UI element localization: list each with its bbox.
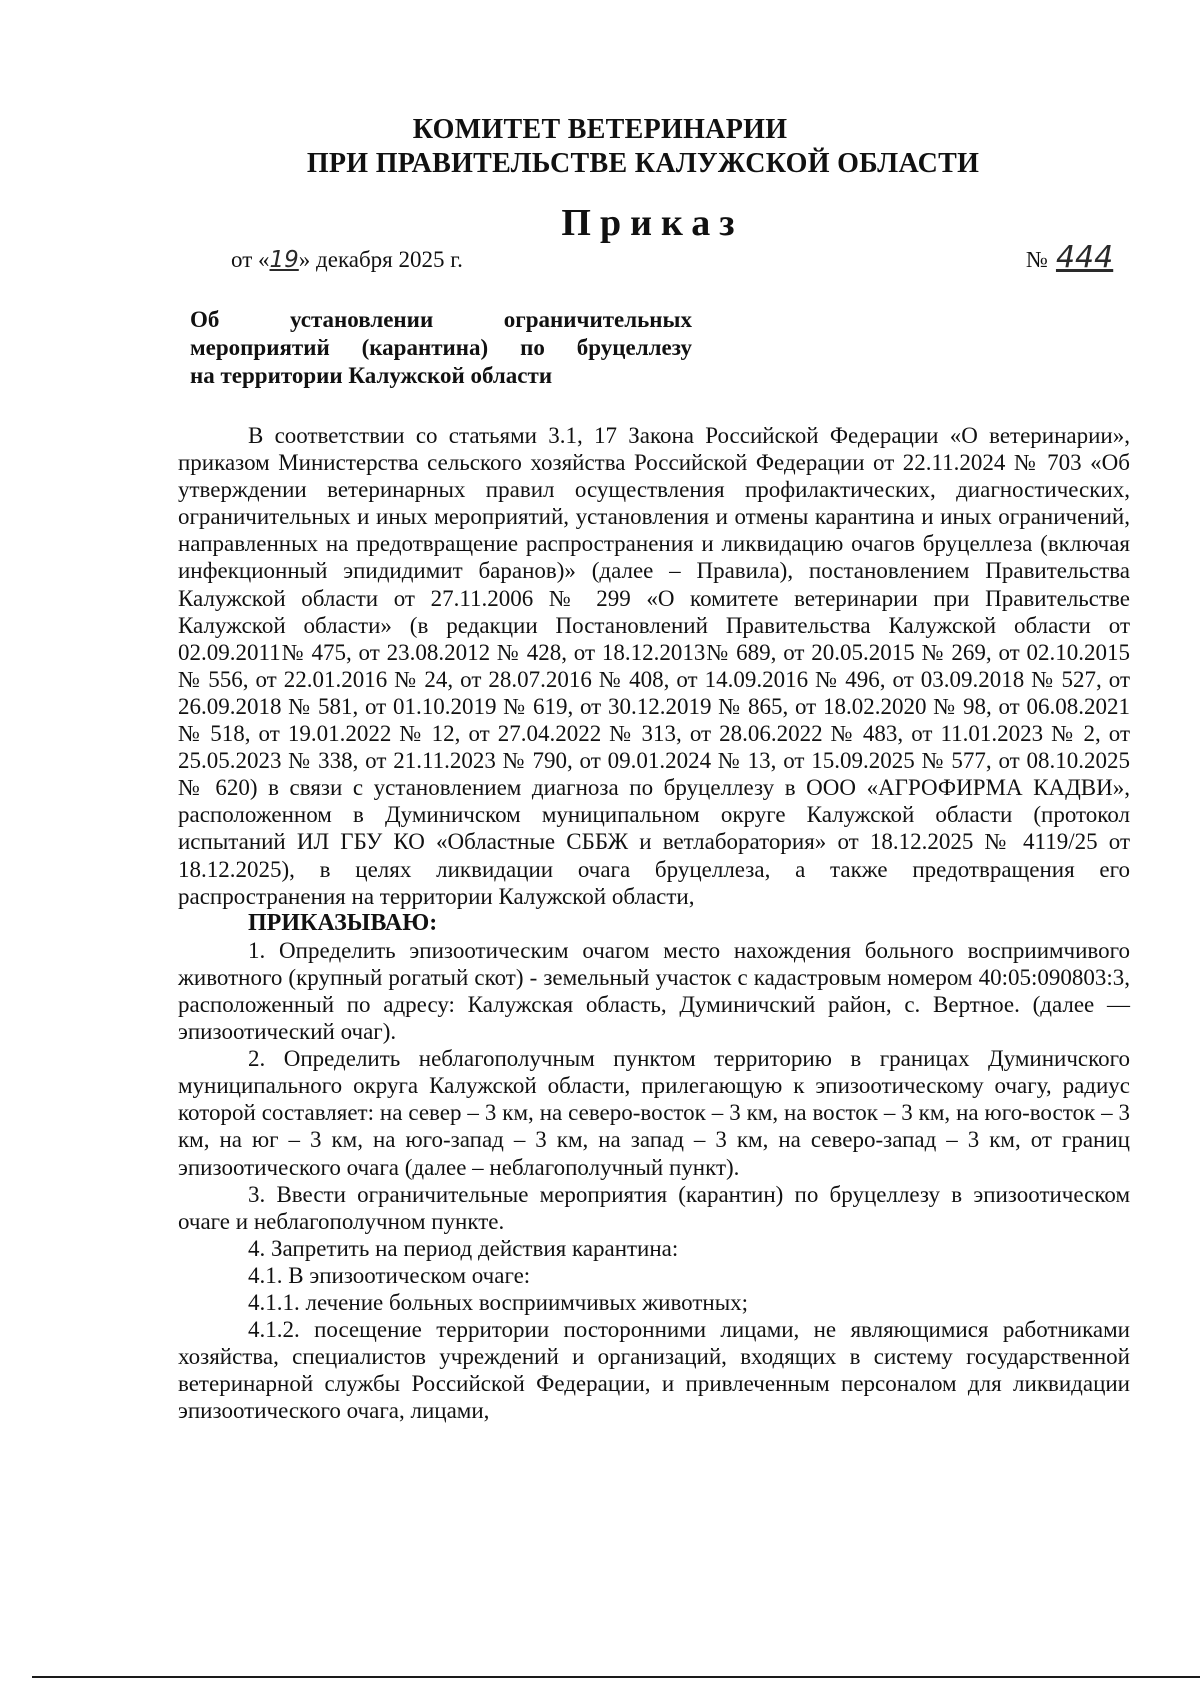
order-item-4-1: 4.1. В эпизоотическом очаге: bbox=[248, 1262, 531, 1288]
order-directive-word: ПРИКАЗЫВАЮ: bbox=[248, 909, 438, 936]
subject-line-2: мероприятий (карантина) по бруцеллезу bbox=[190, 335, 692, 360]
number-label: № bbox=[1026, 247, 1048, 272]
order-item-4: 4. Запретить на период действия карантина: bbox=[248, 1235, 679, 1261]
order-body bbox=[178, 422, 1130, 1424]
order-subject bbox=[190, 306, 692, 390]
org-name-line1: КОМИТЕТ ВЕТЕРИНАРИИ bbox=[412, 114, 788, 145]
preamble-paragraph: В соответствии со статьями 3.1, 17 Закона Российской Федерации «О ветеринарии», приказом Министерства сельского хозяйства Российской Федерации от 22.11.2024 № 703 «Об утверждении ветеринарных правил осуществления профилактических, диагностических, ограничительных и иных мероприятий, установления и отмены карантина и иных ограничений, направленных на предотвращение распространения и ликвидацию очагов бруцеллеза (включая инфекционный эпидидимит баранов)» (далее – Правила), постановлением Правительства Калужской области от 27.11.2006 № 299 «О комитете ветеринарии при Правительстве Калужской области» (в редакции Постановлений Правительства Калужской области от 02.09.2011№ 475, от 23.08.2012 № 428, от 18.12.2013№ 689, от 20.05.2015 № 269, от 02.10.2015 № 556, от 22.01.2016 № 24, от 28.07.2016 № 408, от 14.09.2016 № 496, от 03.09.2018 № 527, от 26.09.2018 № 581, от 01.10.2019 № 619, от 30.12.2019 № 865, от 18.02.2020 № 98, от 06.08.2021 № 518, от 19.01.2022 № 12, от 27.04.2022 № 313, от 28.06.2022 № 483, от 11.01.2023 № 2, от 25.05.2023 № 338, от 21.11.2023 № 790, от 09.01.2024 № 13, от 15.09.2025 № 577, от 08.10.2025 № 620) в связи с установлением диагноза по бруцеллезу в ООО «АГРОФИРМА КАДВИ», расположенном в Думиничском муниципальном округе Калужской области (протокол испытаний ИЛ ГБУ КО «Областные СББЖ и ветлаборатория» от 18.12.2025 № 4119/25 от 18.12.2025), в целях ликвидации очага бруцеллеза, а также предотвращения его распространения на территории Калужской области, bbox=[178, 423, 1130, 909]
date-prefix: от « bbox=[231, 247, 270, 272]
order-number bbox=[1026, 240, 1113, 275]
date-day-handwritten: 19 bbox=[269, 247, 299, 273]
order-item-1: 1. Определить эпизоотическим очагом место нахождения больного восприимчивого животного (крупный рогатый скот) - земельный участок с кадастровым номером 40:05:090803:3, расположенный по адресу: Калужская область, Думиничский район, с. Вертное. (далее — эпизоотический очаг). bbox=[178, 937, 1130, 1045]
org-name-line2: ПРИ ПРАВИТЕЛЬСТВЕ КАЛУЖСКОЙ ОБЛАСТИ bbox=[306, 148, 980, 179]
order-date bbox=[231, 247, 463, 273]
order-item-3: 3. Ввести ограничительные мероприятия (карантин) по бруцеллезу в эпизоотическом очаге и неблагополучном пункте. bbox=[178, 1181, 1130, 1234]
subject-line-1: Об установлении ограничительных bbox=[190, 307, 692, 332]
number-value-handwritten: 444 bbox=[1055, 240, 1114, 275]
subject-line-3: на территории Калужской области bbox=[190, 363, 553, 388]
order-item-4-1-1: 4.1.1. лечение больных восприимчивых животных; bbox=[248, 1290, 749, 1315]
date-suffix: » декабря 2025 г. bbox=[298, 247, 463, 272]
document-type-title: Приказ bbox=[561, 202, 744, 244]
order-item-2: 2. Определить неблагополучным пунктом территорию в границах Думиничского муниципального округа Калужской области, прилегающую к эпизоотическому очагу, радиус которой составляет: на север – 3 км, на северо-восток – 3 км, на восток – 3 км, на юго-восток – 3 км, на юг – 3 км, на юго-запад – 3 км, на запад – 3 км, на северо-запад – 3 км, от границ эпизоотического очага (далее – неблагополучный пункт). bbox=[178, 1046, 1130, 1180]
bottom-rule-divider bbox=[32, 1676, 1200, 1678]
order-item-4-1-2: 4.1.2. посещение территории посторонними лицами, не являющимися работниками хозяйства, специалистов учреждений и организаций, входящих в систему государственной ветеринарной службы Российской Федерации, и привлеченным персоналом для ликвидации эпизоотического очага, лицами, bbox=[178, 1317, 1130, 1424]
